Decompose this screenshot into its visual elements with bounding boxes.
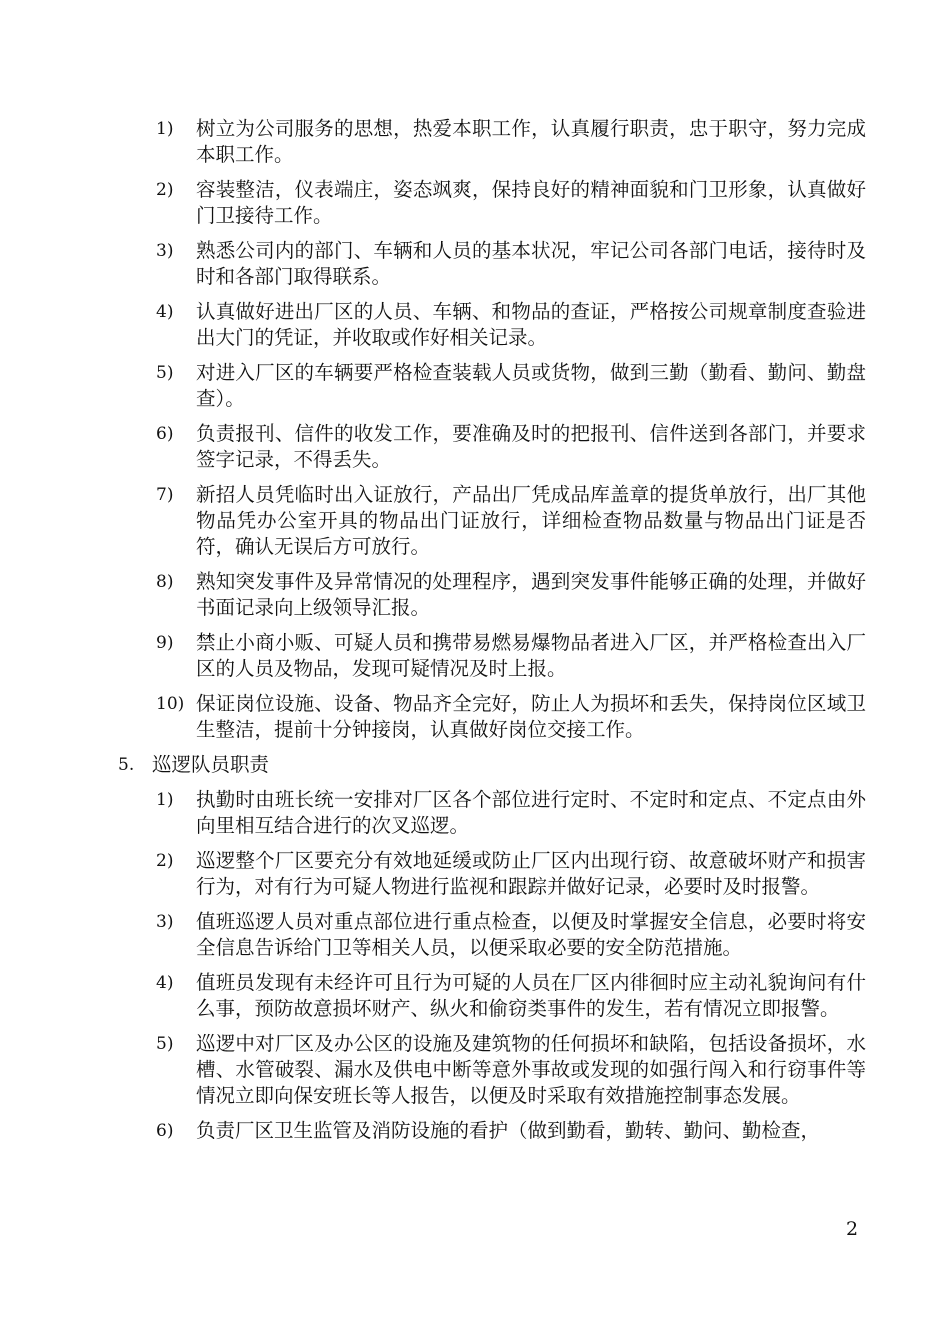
- item-number: 2): [156, 180, 174, 200]
- item-number: 10): [156, 694, 185, 714]
- duty-list-gatekeeper: [118, 116, 866, 743]
- page-content: [118, 116, 866, 1153]
- item-text: 新招人员凭临时出入证放行，产品出厂凭成品库盖章的提货单放行，出厂其他物品凭办公室开具的物品出门证放行，详细检查物品数量与物品出门证是否符，确认无误后方可放行。: [196, 483, 866, 558]
- item-text: 值班巡逻人员对重点部位进行重点检查，以便及时掌握安全信息，必要时将安全信息告诉给门卫等相关人员，以便采取必要的安全防范措施。: [196, 910, 866, 959]
- page-number: 2: [846, 1218, 859, 1240]
- list-item: [118, 177, 866, 229]
- item-text: 负责厂区卫生监管及消防设施的看护（做到勤看，勤转、勤问、勤检查，: [196, 1119, 821, 1142]
- item-text: 熟知突发事件及异常情况的处理程序，遇到突发事件能够正确的处理，并做好书面记录向上级领导汇报。: [196, 570, 866, 619]
- item-text: 保证岗位设施、设备、物品齐全完好，防止人为损坏和丢失，保持岗位区域卫生整洁，提前十分钟接岗，认真做好岗位交接工作。: [196, 692, 866, 741]
- item-number: 5): [156, 363, 174, 383]
- item-number: 3): [156, 912, 174, 932]
- item-number: 3): [156, 241, 174, 261]
- list-item: [118, 569, 866, 621]
- list-item: [118, 299, 866, 351]
- item-number: 4): [156, 302, 174, 322]
- item-text: 巡逻中对厂区及办公区的设施及建筑物的任何损坏和缺陷，包括设备损坏，水槽、水管破裂、漏水及供电中断等意外事故或发现的如强行闯入和行窃事件等情况立即向保安班长等人报告，以便及时采取有效措施控制事态发展。: [196, 1032, 866, 1107]
- item-number: 6): [156, 424, 174, 444]
- item-number: 1): [156, 119, 174, 139]
- list-item: [118, 1118, 866, 1144]
- list-item: [118, 421, 866, 473]
- item-text: 容装整洁，仪表端庄，姿态飒爽，保持良好的精神面貌和门卫形象，认真做好门卫接待工作。: [196, 178, 866, 227]
- item-text: 禁止小商小贩、可疑人员和携带易燃易爆物品者进入厂区，并严格检查出入厂区的人员及物品，发现可疑情况及时上报。: [196, 631, 866, 680]
- list-item: [118, 691, 866, 743]
- list-item: [118, 238, 866, 290]
- item-number: 6): [156, 1121, 174, 1141]
- item-number: 1): [156, 790, 174, 810]
- item-text: 执勤时由班长统一安排对厂区各个部位进行定时、不定时和定点、不定点由外向里相互结合进行的次叉巡逻。: [196, 788, 866, 837]
- section-heading: [118, 752, 866, 778]
- item-number: 8): [156, 572, 174, 592]
- item-text: 巡逻整个厂区要充分有效地延缓或防止厂区内出现行窃、故意破坏财产和损害行为，对有行为可疑人物进行监视和跟踪并做好记录，必要时及时报警。: [196, 849, 866, 898]
- item-text: 对进入厂区的车辆要严格检查装载人员或货物，做到三勤（勤看、勤问、勤盘查）。: [196, 361, 866, 410]
- section-title: 巡逻队员职责: [152, 753, 270, 776]
- list-item: [118, 787, 866, 839]
- list-item: [118, 482, 866, 560]
- item-text: 认真做好进出厂区的人员、车辆、和物品的查证，严格按公司规章制度查验进出大门的凭证，并收取或作好相关记录。: [196, 300, 866, 349]
- list-item: [118, 970, 866, 1022]
- item-text: 树立为公司服务的思想，热爱本职工作，认真履行职责，忠于职守，努力完成本职工作。: [196, 117, 866, 166]
- list-item: [118, 360, 866, 412]
- item-number: 2): [156, 851, 174, 871]
- list-item: [118, 848, 866, 900]
- item-number: 4): [156, 973, 174, 993]
- item-text: 值班员发现有未经许可且行为可疑的人员在厂区内徘徊时应主动礼貌询问有什么事，预防故意损坏财产、纵火和偷窃类事件的发生，若有情况立即报警。: [196, 971, 866, 1020]
- section-number: 5.: [118, 755, 135, 775]
- list-item: [118, 630, 866, 682]
- item-text: 负责报刊、信件的收发工作，要准确及时的把报刊、信件送到各部门，并要求签字记录，不得丢失。: [196, 422, 866, 471]
- item-number: 5): [156, 1034, 174, 1054]
- item-number: 9): [156, 633, 174, 653]
- list-item: [118, 909, 866, 961]
- duty-list-patrol: [118, 787, 866, 1144]
- item-text: 熟悉公司内的部门、车辆和人员的基本状况，牢记公司各部门电话，接待时及时和各部门取得联系。: [196, 239, 866, 288]
- list-item: [118, 116, 866, 168]
- item-number: 7): [156, 485, 174, 505]
- list-item: [118, 1031, 866, 1109]
